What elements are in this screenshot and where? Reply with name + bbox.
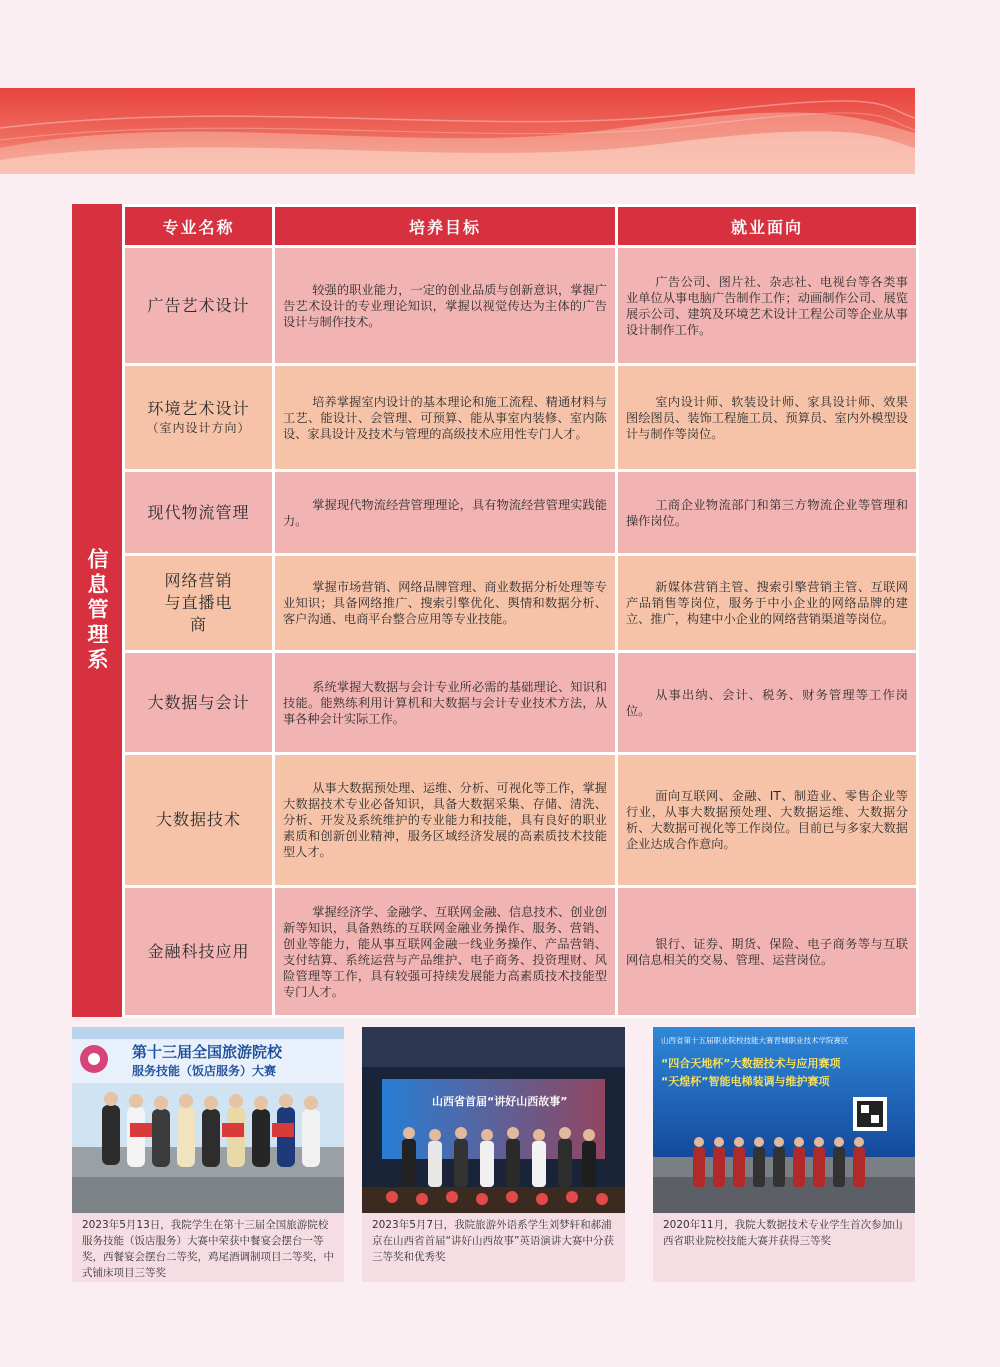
photo-caption: 2023年5月7日，我院旅游外语系学生刘梦轩和郝浦京在山西省首届“讲好山西故事”英语演讲大赛中分获三等奖和优秀奖 (372, 1219, 614, 1263)
table-row (124, 365, 918, 471)
photo2-banner-text: 山西省首届“讲好山西故事” (432, 1095, 568, 1108)
major-name-text: 环境艺术设计 (147, 399, 250, 418)
training-goal: 掌握经济学、金融学、互联网金融、信息技术、创业创新等知识，具备熟练的互联网金融业务操作、服务、营销、创业等能力，能从事互联网金融一线业务操作、产品营销、支付结算、系统运营与产品维护、电子商务、投资理财、风险管理等工作，具有较强可持续发展能力高素质技术技能型专门人才。 (274, 887, 617, 1017)
department-name: 信息管理系 (85, 548, 109, 673)
major-name (124, 652, 274, 754)
table-row (124, 471, 918, 555)
header-major-name: 专业名称 (124, 206, 274, 247)
major-name-text: 现代物流管理 (147, 502, 250, 522)
employment-direction: 从事出纳、会计、税务、财务管理等工作岗位。 (617, 652, 918, 754)
contest-photo (72, 1027, 344, 1213)
table-row (124, 247, 918, 365)
photo1-banner-text: 第十三届全国旅游院校 (132, 1043, 283, 1061)
employment-direction: 广告公司、图片社、杂志社、电视台等各类事业单位从事电脑广告制作工作；动画制作公司、展览展示公司、建筑及环境艺术设计工程公司等企业从事设计制作工作。 (617, 247, 918, 365)
header-training-goal: 培养目标 (274, 206, 617, 247)
photo3-banner-line1: “四合天地杯”大数据技术与应用赛项 (661, 1057, 841, 1070)
training-goal: 从事大数据预处理、运维、分析、可视化等工作，掌握大数据技术专业必备知识，具备大数据采集、存储、清洗、分析、开发及系统维护的专业能力和技能，具有良好的职业素质和创新创业精神，服务区域经济发展的高素质技术技能型人才。 (274, 754, 617, 887)
photo-caption: 2023年5月13日，我院学生在第十三届全国旅游院校服务技能（饭店服务）大赛中荣获中餐宴会摆台一等奖，西餐宴会摆台二等奖，鸡尾酒调制项目二等奖，中式铺床项目三等奖 (82, 1219, 334, 1279)
major-name (124, 754, 274, 887)
table-row (124, 754, 918, 887)
major-name-text: 广告艺术设计 (147, 295, 250, 315)
table-row (124, 887, 918, 1017)
major-name (124, 555, 274, 652)
major-table (122, 204, 919, 1018)
photo-caption: 2020年11月，我院大数据技术专业学生首次参加山西省职业院校技能大赛并获得三等奖 (663, 1219, 903, 1247)
training-goal: 较强的职业能力，一定的创业品质与创新意识，掌握广告艺术设计的专业理论知识，掌握以视觉传达为主体的广告设计与制作技术。 (274, 247, 617, 365)
training-goal: 掌握现代物流经营管理理论，具有物流经营管理实践能力。 (274, 471, 617, 555)
training-goal: 系统掌握大数据与会计专业所必需的基础理论、知识和技能。能熟练利用计算机和大数据与会计专业技术方法，从事各种会计实际工作。 (274, 652, 617, 754)
photo3-banner-title: 山西省第十五届职业院校技能大赛晋城职业技术学院赛区 (661, 1036, 849, 1045)
employment-direction: 银行、证券、期货、保险、电子商务等与互联网信息相关的交易、管理、运营岗位。 (617, 887, 918, 1017)
major-name (124, 887, 274, 1017)
header-employment: 就业面向 (617, 206, 918, 247)
employment-direction: 室内设计师、软装设计师、家具设计师、效果图绘图员、装饰工程施工员、预算员、室内外模型设计与制作等岗位。 (617, 365, 918, 471)
department-label (72, 204, 122, 1017)
table-row (124, 652, 918, 754)
major-name-text: 大数据技术 (155, 810, 241, 829)
training-goal: 掌握市场营销、网络品牌管理、商业数据分析处理等专业知识；具备网络推广、搜索引擎优化、舆情和数据分析、客户沟通、电商平台整合应用等专业技能。 (274, 555, 617, 652)
major-name (124, 247, 274, 365)
major-sub-name: （室内设计方向） (146, 421, 251, 435)
major-name-text: 网络营销与直播电商 (164, 571, 233, 634)
employment-direction: 工商企业物流部门和第三方物流企业等管理和操作岗位。 (617, 471, 918, 555)
major-name-text: 大数据与会计 (147, 692, 250, 712)
photo-card-speech-contest (362, 1027, 625, 1282)
employment-direction: 面向互联网、金融、IT、制造业、零售企业等行业，从事大数据预处理、大数据运维、大数据分析、大数据可视化等工作岗位。目前已与多家大数据企业达成合作意向。 (617, 754, 918, 887)
contest-photo (653, 1027, 915, 1213)
photo-card-tourism-contest (72, 1027, 344, 1282)
major-name (124, 365, 274, 471)
contest-photo (362, 1027, 625, 1213)
top-banner (0, 88, 915, 174)
table-header-row (124, 206, 918, 247)
photo1-banner-subtext: 服务技能（饭店服务）大赛 (132, 1064, 277, 1078)
employment-direction: 新媒体营销主管、搜索引擎营销主管、互联网产品销售等岗位，服务于中小企业的网络品牌的建立、推广，构建中小企业的网络营销渠道等岗位。 (617, 555, 918, 652)
training-goal: 培养掌握室内设计的基本理论和施工流程、精通材料与工艺、能设计、会管理、可预算、能从事室内装修、室内陈设、家具设计及技术与管理的高级技术应用性专门人才。 (274, 365, 617, 471)
table-row (124, 555, 918, 652)
major-name-text: 金融科技应用 (147, 941, 250, 961)
wave-decoration (0, 88, 915, 174)
photo-card-bigdata-contest (653, 1027, 915, 1282)
photo3-banner-line2: “天煌杯”智能电梯装调与维护赛项 (661, 1075, 830, 1088)
major-name (124, 471, 274, 555)
